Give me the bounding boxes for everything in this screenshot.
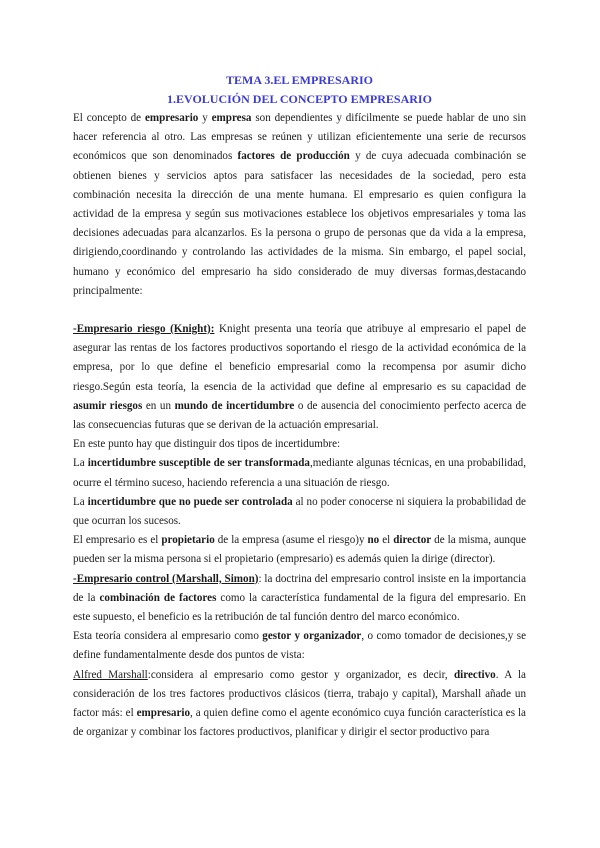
text-run: y de cuya adecuada combinación se obtienen bienes y servicios aptos para satisfacer las necesidades de la sociedad, pero esta combinación necesita la dirección de una mente humana. El empresario es quien configura la actividad de la empresa y según sus motivaciones establece los objetivos empresariales y toma las decisiones adecuadas para alcanzarlos. Es la persona o grupo de personas que da vida a la empresa, dirigiendo,coordinando y controlando las actividades de la misma. Sin embargo, el papel social, humano y económico del empresario ha sido considerado de muy diversas formas,destacando principalmente: xyxy=(73,150,526,297)
section-title: 1.EVOLUCIÓN DEL CONCEPTO EMPRESARIO xyxy=(167,92,432,106)
bold-term-factores: factores de producción xyxy=(237,150,350,163)
text-run: al no poder conocerse ni siquiera la probabilidad de que ocurran los sucesos. xyxy=(73,495,526,528)
intro-paragraph xyxy=(73,109,526,301)
spacer xyxy=(73,301,526,320)
text-run: , o como tomador de decisiones,y se define fundamentalmente desde dos puntos de vista: xyxy=(73,630,527,662)
text-run: El empresario es el xyxy=(73,534,162,547)
text-run: El concepto de xyxy=(73,112,145,124)
bold-term: propietario xyxy=(161,534,215,547)
bold-term: asumir riesgos xyxy=(73,399,143,412)
type-2 xyxy=(73,493,526,531)
text-run: como la característica fundamental de la figura del empresario. En este supuesto, el beneficio es la retribución de tal función dentro del marco económico. xyxy=(73,591,526,624)
topic-title: TEMA 3.EL EMPRESARIO xyxy=(225,73,374,87)
text-run: el xyxy=(379,534,394,547)
bold-term: director xyxy=(393,534,432,547)
text-run: o de ausencia del conocimiento perfecto acerca de las consecuencias futuras que se derivan de la actuación empresarial. xyxy=(73,399,527,432)
text-run: . A la consideración de los tres factores productivos clásicos (tierra, trabajo y capital), Marshall añade un factor más: el xyxy=(73,668,526,720)
text-run: Esta teoría considera al empresario como xyxy=(73,630,263,643)
bold-term: combinación de factores xyxy=(99,591,217,604)
bold-term: no xyxy=(367,534,380,547)
riesgo-paragraph xyxy=(73,320,526,435)
types-intro: En este punto hay que distinguir dos tipos de incertidumbre: xyxy=(73,438,341,451)
control-paragraph xyxy=(73,570,526,628)
bold-term: directivo xyxy=(454,668,496,681)
text-run: :considera al empresario como gestor y organizador, es decir, xyxy=(147,668,454,681)
text-run: ,mediante algunas técnicas, en una probabilidad, ocurre el término suceso, haciendo referencia a una situación de riesgo. xyxy=(73,457,526,489)
bold-term: empresario xyxy=(136,707,190,720)
text-run: La xyxy=(73,457,88,470)
text-run: , a quien define como el agente económico cuya función característica es la de organizar y combinar los factores productivos, planificar y dirigir el sector productivo para xyxy=(73,707,526,739)
gestor-paragraph xyxy=(73,627,526,665)
marshall-name: Alfred Marshall xyxy=(73,668,148,681)
bold-term-empresario: empresario xyxy=(144,112,199,124)
bold-term: incertidumbre que no puede ser controlada xyxy=(87,495,293,508)
bold-term: mundo de incertidumbre xyxy=(174,399,295,412)
type-1 xyxy=(73,454,526,492)
marshall-paragraph xyxy=(73,666,526,743)
document-body xyxy=(73,109,526,743)
owner-paragraph xyxy=(73,531,526,569)
text-run: Knight presenta una teoría que atribuye al empresario el papel de asegurar las rentas de los factores productivos soportando el riesgo de la actividad económica de la empresa, por lo que define el beneficio empresarial como la recompensa por asumir dicho riesgo.Según esta teoría, la esencia de la actividad que define al empresario es su capacidad de xyxy=(73,323,526,393)
riesgo-heading: -Empresario riesgo (Knight): xyxy=(73,323,215,336)
text-run: son dependientes y difícilmente se puede hablar de uno sin hacer referencia al otro. Las empresas se reúnen y utilizan eficientemente una serie de recursos económicos que son denominados xyxy=(73,112,526,163)
text-run: en un xyxy=(142,399,175,412)
bold-term: incertidumbre susceptible de ser transformada xyxy=(87,457,310,470)
text-run: de la empresa (asume el riesgo)y xyxy=(214,534,368,547)
control-heading: -Empresario control (Marshall, Simon) xyxy=(73,572,259,585)
text-run: y xyxy=(198,112,212,124)
text-run: : la doctrina del empresario control insiste en la importancia de la xyxy=(73,572,526,604)
bold-term-empresa: empresa xyxy=(211,112,252,124)
bold-term: gestor y organizador xyxy=(262,630,362,643)
text-run: La xyxy=(73,495,88,508)
text-run: de la misma, aunque pueden ser la misma persona si el propietario (empresario) es además quien la dirige (director). xyxy=(73,534,526,566)
